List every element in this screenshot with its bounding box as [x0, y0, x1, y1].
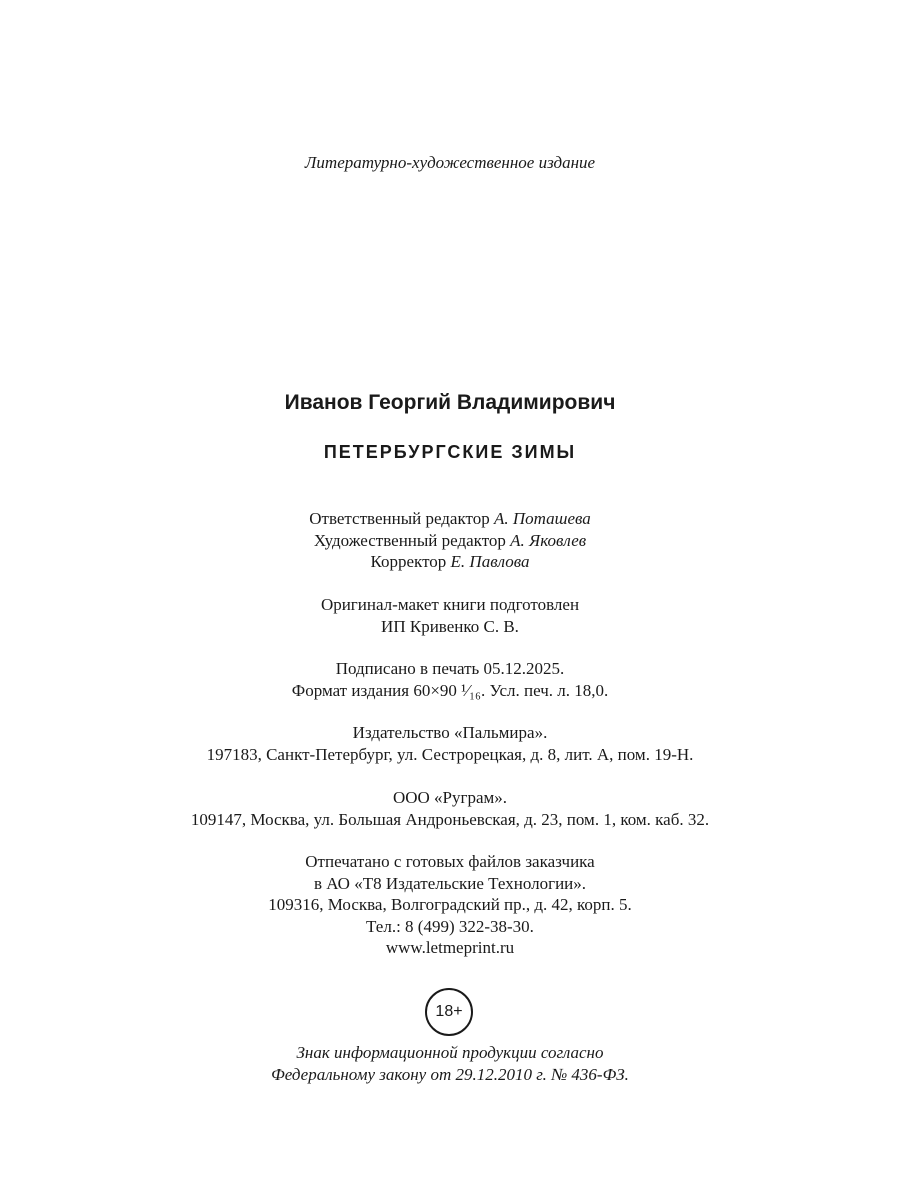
printer-line: Тел.: 8 (499) 322-38-30.: [366, 916, 534, 936]
credit-role: Корректор: [370, 552, 447, 571]
printer-line: Отпечатано с готовых файлов заказчика: [305, 852, 595, 871]
company-block: [0, 787, 900, 830]
print-info-line: Подписано в печать 05.12.2025.: [335, 659, 565, 678]
age-notice-block: [0, 1042, 900, 1085]
company-line: ООО «Руграм».: [392, 788, 508, 807]
publisher-line: Издательство «Пальмира».: [352, 723, 548, 742]
printer-block: [0, 851, 900, 959]
printer-line: 109316, Москва, Волгоградский пр., д. 42, корп. 5.: [268, 895, 632, 914]
layout-line: Оригинал-макет книги подготовлен: [320, 595, 580, 614]
printer-line: в АО «Т8 Издательские Технологии».: [313, 873, 587, 893]
credit-line: [0, 551, 900, 573]
age-rating-badge: 18+: [425, 988, 473, 1036]
print-info-block: [0, 658, 900, 701]
credit-line: [0, 530, 900, 552]
credit-role: Художественный редактор: [313, 530, 506, 550]
layout-line: ИП Кривенко С. В.: [381, 616, 519, 636]
credits-block: [0, 508, 900, 573]
printer-website: www.letmeprint.ru: [385, 938, 515, 957]
print-info-line: Формат издания 60×90 ¹⁄₁₆. Усл. печ. л. 18,0.: [291, 680, 609, 700]
author-name: Иванов Георгий Владимирович: [284, 391, 616, 414]
publisher-block: [0, 722, 900, 765]
publisher-line: 197183, Санкт-Петербург, ул. Сестрорецкая, д. 8, лит. А, пом. 19-Н.: [206, 744, 694, 764]
book-title: ПЕТЕРБУРГСКИЕ ЗИМЫ: [323, 442, 577, 462]
age-notice-line: Знак информационной продукции согласно: [296, 1043, 604, 1062]
credit-role: Ответственный редактор: [309, 509, 490, 528]
edition-type: Литературно-художественное издание: [304, 153, 596, 172]
credit-name: Е. Павлова: [450, 552, 530, 571]
age-notice-line: Федеральному закону от 29.12.2010 г. № 436-ФЗ.: [271, 1064, 629, 1084]
credit-name: А. Яковлев: [510, 530, 587, 550]
credit-name: А. Поташева: [493, 509, 591, 528]
credit-line: [0, 508, 900, 530]
layout-block: [0, 594, 900, 637]
company-line: 109147, Москва, ул. Большая Андроньевская, д. 23, пом. 1, ком. каб. 32.: [190, 809, 710, 829]
